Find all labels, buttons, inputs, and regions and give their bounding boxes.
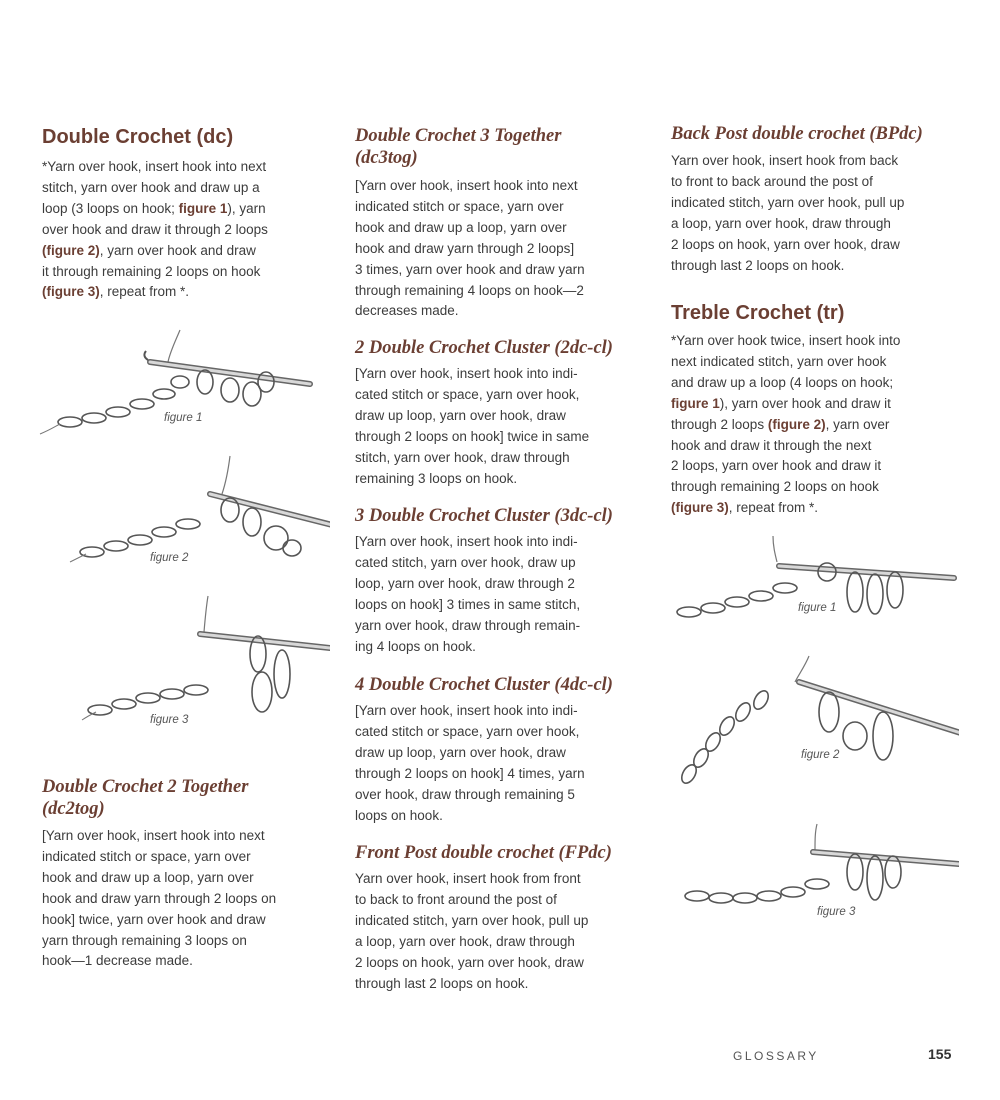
dc3tog-instructions: [Yarn over hook, insert hook into next indicated stitch or space, yarn over hook and draw up a loop, yarn over hook and draw yarn through 2 loops] 3 times, yarn over hook and draw yarn through remaining 4 loops on hook—2 decreases made. xyxy=(355,178,585,319)
figure-label: figure 1 xyxy=(798,602,837,614)
tr-figure-3-illustration xyxy=(649,822,959,922)
heading-dc2tog-line1: Double Crochet 2 Together xyxy=(42,777,249,797)
section-label: GLOSSARY xyxy=(733,1049,819,1063)
2dc-cl-instructions: [Yarn over hook, insert hook into indi- cated stitch or space, yarn over hook, draw up loop, yarn over hook, draw through 2 loops on hook] twice in same stitch, yarn over hook, draw through remaining 3 loops on hook. xyxy=(355,366,590,486)
heading-2dc-cl: 2 Double Crochet Cluster (2dc-cl) xyxy=(355,338,613,358)
dc-figure-3-illustration xyxy=(30,592,330,732)
heading-dc3tog-line1: Double Crochet 3 Together xyxy=(355,126,562,146)
dc2tog-instructions: [Yarn over hook, insert hook into next indicated stitch or space, yarn over hook and draw up a loop, yarn over hook and draw yarn through 2 loops on hook] twice, yarn over hook and draw yarn through remaining 3 loops on hook—1 decrease made. xyxy=(42,828,277,969)
heading-dc2tog-line2: (dc2tog) xyxy=(42,799,105,819)
heading-bpdc: Back Post double crochet (BPdc) xyxy=(671,124,923,144)
page-number: 155 xyxy=(928,1046,952,1062)
4dc-cl-instructions: [Yarn over hook, insert hook into indi- cated stitch or space, yarn over hook, draw up loop, yarn over hook, draw through 2 loops on hook] 4 times, yarn over hook, draw through remaining 5 loops on hook. xyxy=(355,703,585,823)
heading-treble-crochet: Treble Crochet (tr) xyxy=(671,302,845,324)
heading-fpdc: Front Post double crochet (FPdc) xyxy=(355,843,612,863)
fpdc-instructions: Yarn over hook, insert hook from front to back to front around the post of indicated stitch, yarn over hook, pull up a loop, yarn over hook, draw through 2 loops on hook, yarn over hook, draw through last 2 loops on hook. xyxy=(355,871,589,991)
heading-3dc-cl: 3 Double Crochet Cluster (3dc-cl) xyxy=(355,506,613,526)
heading-double-crochet: Double Crochet (dc) xyxy=(42,126,234,148)
bpdc-instructions: Yarn over hook, insert hook from back to front to back around the post of indicated stitch, yarn over hook, pull up a loop, yarn over hook, draw through 2 loops on hook, yarn over hook, draw through last 2 loops on hook. xyxy=(671,153,905,273)
heading-dc3tog-line2: (dc3tog) xyxy=(355,148,418,168)
figure-label: figure 3 xyxy=(817,906,856,918)
figure-ref: (figure 2) xyxy=(42,242,100,258)
figure-ref: figure 1 xyxy=(671,395,720,411)
tr-figure-1-illustration xyxy=(649,532,959,632)
figure-label: figure 2 xyxy=(150,552,189,564)
tr-figure-2-illustration xyxy=(649,652,959,792)
figure-ref: (figure 2) xyxy=(767,416,826,432)
figure-ref: figure 1 xyxy=(178,200,228,216)
figure-ref: (figure 3) xyxy=(42,284,100,300)
figure-label: figure 2 xyxy=(801,749,840,761)
figure-label: figure 3 xyxy=(150,714,189,726)
3dc-cl-instructions: [Yarn over hook, insert hook into indi- cated stitch, yarn over hook, draw up loop, yarn over hook, draw through 2 loops on hook] 3 times in same stitch, yarn over hook, draw through remain- ing 4 loops on hook. xyxy=(355,534,581,654)
tr-instructions: *Yarn over hook twice, insert hook into next indicated stitch, yarn over hook and draw up a loop (4 loops on hook; figure 1), yarn over hook and draw it through 2 loops (figure 2), yarn over hook and draw it through the next 2 loops, yarn over hook and draw it through remaining 2 loops on hook (figure 3), repeat from *. xyxy=(671,333,901,516)
figure-label: figure 1 xyxy=(164,412,203,424)
dc-figure-1-illustration xyxy=(30,322,330,442)
figure-ref: (figure 3) xyxy=(671,500,729,516)
dc-instructions: *Yarn over hook, insert hook into next stitch, yarn over hook and draw up a loop (3 loops on hook; figure 1), yarn over hook and draw it through 2 loops (figure 2), yarn over hook and draw it through remaining 2 loops on hook (figure 3), repeat from *. xyxy=(42,159,268,300)
heading-4dc-cl: 4 Double Crochet Cluster (4dc-cl) xyxy=(355,675,613,695)
